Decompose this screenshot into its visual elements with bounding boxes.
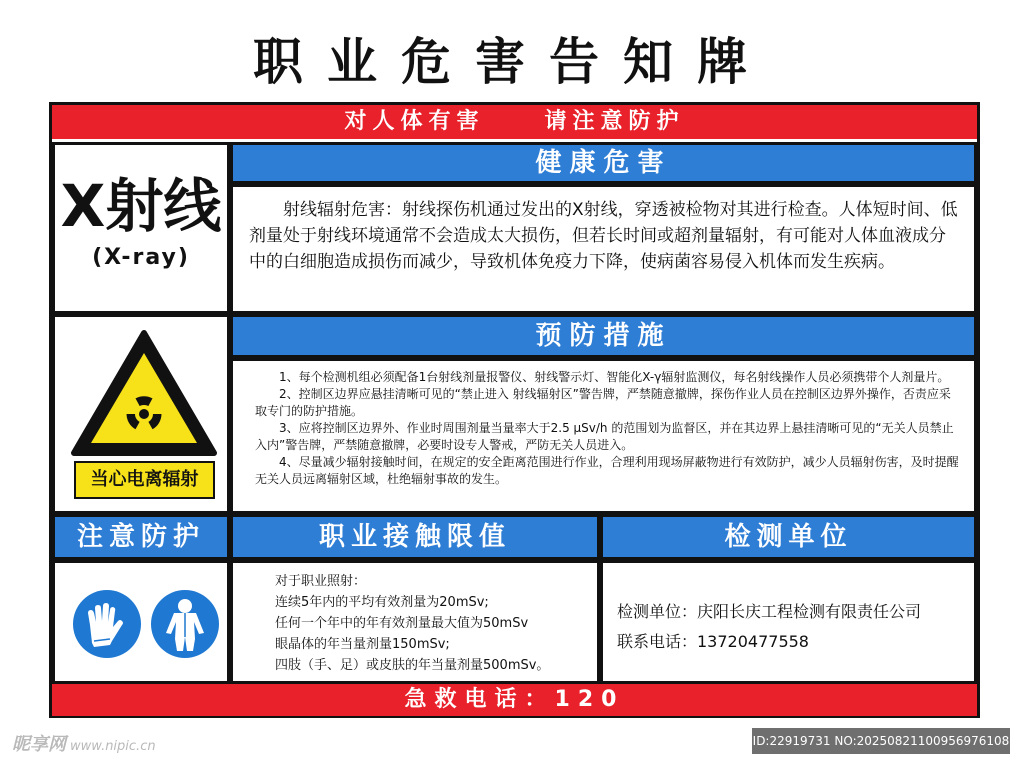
radiation-warning-label: 当心电离辐射 xyxy=(74,461,215,499)
prevention-item: 2、控制区边界应悬挂清晰可见的“禁止进入 射线辐射区”警告牌，严禁随意撤牌，探伤作业人员在控制区边界外操作，否责应采取专门的防护措施。 xyxy=(255,387,951,418)
watermark-logo xyxy=(12,730,156,756)
prevention-text xyxy=(230,358,977,514)
top-banner-left: 对人体有害 xyxy=(344,109,485,134)
page-title: 职业危害告知牌 xyxy=(253,33,771,91)
prevention-header: 预防措施 xyxy=(230,314,977,358)
radiation-warning-triangle-icon xyxy=(55,319,233,459)
health-hazard-header: 健康危害 xyxy=(230,142,977,184)
top-banner-right: 请注意防护 xyxy=(544,109,685,134)
hazard-name: X射线 xyxy=(60,172,222,240)
attention-header: 注意防护 xyxy=(52,514,230,560)
prevention-item: 3、应将控制区边界外、作业时周围剂量当量率大于2.5 μSv/h 的范围划为监督区，并在其边界上悬挂清晰可见的“无关人员禁止入内”警告牌，严禁随意撤牌，必要时设专人警戒，严防无关人员进入。 xyxy=(255,421,954,452)
protective-suit-icon xyxy=(150,589,220,659)
detection-unit-name: 检测单位：庆阳长庆工程检测有限责任公司 xyxy=(617,602,922,621)
limits-line: 四肢（手、足）或皮肤的年当量剂量500mSv。 xyxy=(275,658,550,673)
top-banner xyxy=(52,105,977,139)
exposure-limits-box xyxy=(230,560,600,684)
emergency-phone-banner: 急救电话：120 xyxy=(52,684,977,716)
hazard-name-en: (X-ray) xyxy=(92,245,190,270)
limits-line: 任何一个年中的年有效剂量最大值为50mSv xyxy=(275,616,529,631)
health-hazard-text: 射线辐射危害：射线探伤机通过发出的X射线，穿透被检物对其进行检查。人体短时间、低剂量处于射线环境通常不会造成太大损伤，但若长时间或超剂量辐射，有可能对人体血液成分中的白细胞造成损伤而减少，导致机体免疫力下降，使病菌容易侵入机体而发生疾病。 xyxy=(230,184,977,314)
prevention-item: 1、每个检测机组必须配备1台射线剂量报警仪、射线警示灯、智能化X-γ辐射监测仪，每名射线操作人员必须携带个人剂量片。 xyxy=(279,370,950,384)
watermark-id: ID:22919731 NO:20250821100956976108 xyxy=(752,728,1010,754)
exposure-limits-header: 职业接触限值 xyxy=(230,514,600,560)
protective-gloves-icon xyxy=(72,589,142,659)
prevention-item: 4、尽量减少辐射接触时间，在规定的安全距离范围进行作业，合理利用现场屏蔽物进行有效防护，减少人员辐射伤害，及时提醒无关人员远离辐射区域，杜绝辐射事故的发生。 xyxy=(255,455,959,486)
detection-unit-box xyxy=(600,560,977,684)
ppe-icons-box xyxy=(52,560,230,684)
limits-line: 连续5年内的平均有效剂量为20mSv; xyxy=(275,595,489,610)
detection-unit-phone: 联系电话：13720477558 xyxy=(617,632,809,651)
hazard-name-box xyxy=(52,142,230,314)
watermark-site: 昵享网 xyxy=(12,734,66,755)
limits-line: 眼晶体的年当量剂量150mSv; xyxy=(275,637,450,652)
detection-unit-header: 检测单位 xyxy=(600,514,977,560)
watermark-url: www.nipic.cn xyxy=(70,739,156,754)
limits-line: 对于职业照射： xyxy=(275,574,367,589)
